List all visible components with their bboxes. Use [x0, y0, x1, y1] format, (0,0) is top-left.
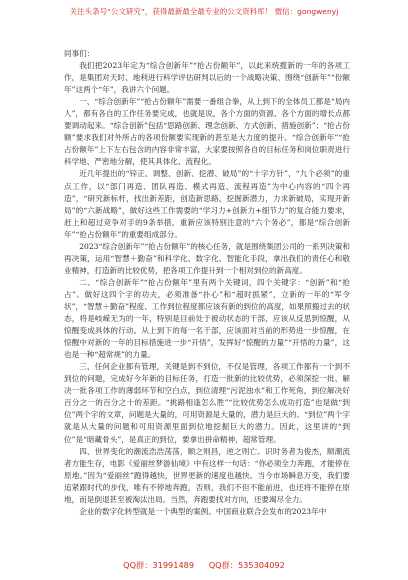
paragraph: 二、“综合创新年”“抢占份额年”里有两个关键词，四个关键字：“创新”和“抢占”。做好这四个字的功夫，必须准备“扑心”和“超时抓紧”，立新的一年的“军令状”，“智慧＋勤奋”程度、工作到位程度都应该有新的到位的高度，如果照搬过去的状态，将是岐嵘无为的一年，特别是目前处于被动状态的干部，应该从反思到惊醒，从惊醒变成具体的行动。从上到下的每一名干部，应该面对当前的形势进一步惊醒，在惊醒中对新的一年的目标措施进一步“开悟”，发挥好“惊醒的力量”“开悟的力量”，这也是一种“超常规”的力量。	[64, 277, 350, 360]
footer-qq-group-1: QQ群：31991489	[123, 560, 195, 570]
footer-contact	[0, 560, 408, 571]
paragraph: 一、“综合创新年”“抢占份额年”需要一番组合拳，从上到下的全体员工都是“局内人”，都有各自的工作任务要完成，也就是说，各个方面的资源、各个方面的增长点都要调动起来。“综合创新”包括“思路创新、理念创新、方式创新、措施创新”；“抢占份额”要求我们对外所占的各项份额要实现新的甚至是大力度的提升。“综合创新年”“抢占份额年”上下左右包含的内容非常丰富，大家要按照各自的目标任务和岗位职责进行科学地、严密地分解，使其具体化、流程化。	[64, 97, 350, 167]
footer-qq-group-2: QQ群：535304092	[208, 560, 285, 570]
paragraph: 我们把2023年定为“综合创新年”“抢占份额年”，以此来统揽新的一年的各项工作，是集团对天时、地利进行科学评估研判以后的一个战略决策、围绕“创新年”“份额年”这两个“年”，我讲六个问题。	[64, 61, 350, 95]
paragraph: 近几年提出的“锌正、调整、创新、挖潜、破局”的“十字方针”，“九个必须”的重点工作，以“部门再造、团队再造、模式再造、流程再造”为中心内容的“四个再造”，“研究新标杆，找出新差距，创造新思路，挖掘新潜力，力求新破局，实现开新局”的“六新战略”，做好这些工作需要的“学习力+创新力+细节力”的复合能力要求，赶上和超过竞争对手的9条举措，重新应该特别注意的“六个务必”，都是“综合创新年”“抢占份额年”的重要组成部分。	[64, 169, 350, 239]
paragraph: 2023“综合创新年”“抢占份额年”的核心任务，就是围绕集团公司的一系列决策和再决策，运用“智慧＋勤奋”和科学化、数字化、智能化手段，拿出我们的责任心和敬业精神，打造新的比较优势，把各项工作提升到一个相对到位的新高度。	[64, 241, 350, 275]
paragraph: 三、任何企业都有管理，关键是到不到位，不仅是管理，各项工作都有一个到不到位的问题，完成好今年新的目标任务，打造一批新的比较优势，必须深挖一批、解决一批各项工作的薄弱环节和空白点，到位清理“污泥浊水”和工作死角，到位解决好百分之一的百分之十的差距。“挑路相逢怎么胜”“比较优势怎么成功打造”也是做“到位”两个字的文章，问题是大量的，可用资源是大量的，潜力是巨大的。“到位”两个字就是从大量的问题和可用资源里面到位地挖掘巨大的潜力。因此，这里讲的“到位”是“暗藏骨头”，是真正的到位，要拿出拼命精神，超常管理。	[64, 362, 350, 444]
document-body	[64, 48, 350, 518]
salutation: 同事们：	[64, 49, 95, 58]
header-banner: 关注头条号“公文研究”，获得最新最全最专业的公文资料库！ 微信：gongwenyj	[69, 7, 339, 16]
paragraph: 企业的数字化转型就是一个典型的案例。中国商业联合会发布的2023年中	[79, 506, 327, 516]
paragraph: 四、世界变化的潮流浩浩荡荡，顺之则昌，逆之则亡。识时务者为俊杰，顺潮流者方能生存，电影《爱丽丝梦游仙境》中有这样一句话：“你必须全力奔跑，才能停在原地。”因为“爱丽丝”跑得越快，世界更新的速度也越快。当今市场瞬息万变，我们要追紧跟时代的步伐，唯有不停地奔跑，否则，我们不但不能前进，也还将不能停在原地，而是倒退甚至被淘汰出局。当然，奔跑要找对方向，还要竭尽全力。	[64, 446, 350, 504]
